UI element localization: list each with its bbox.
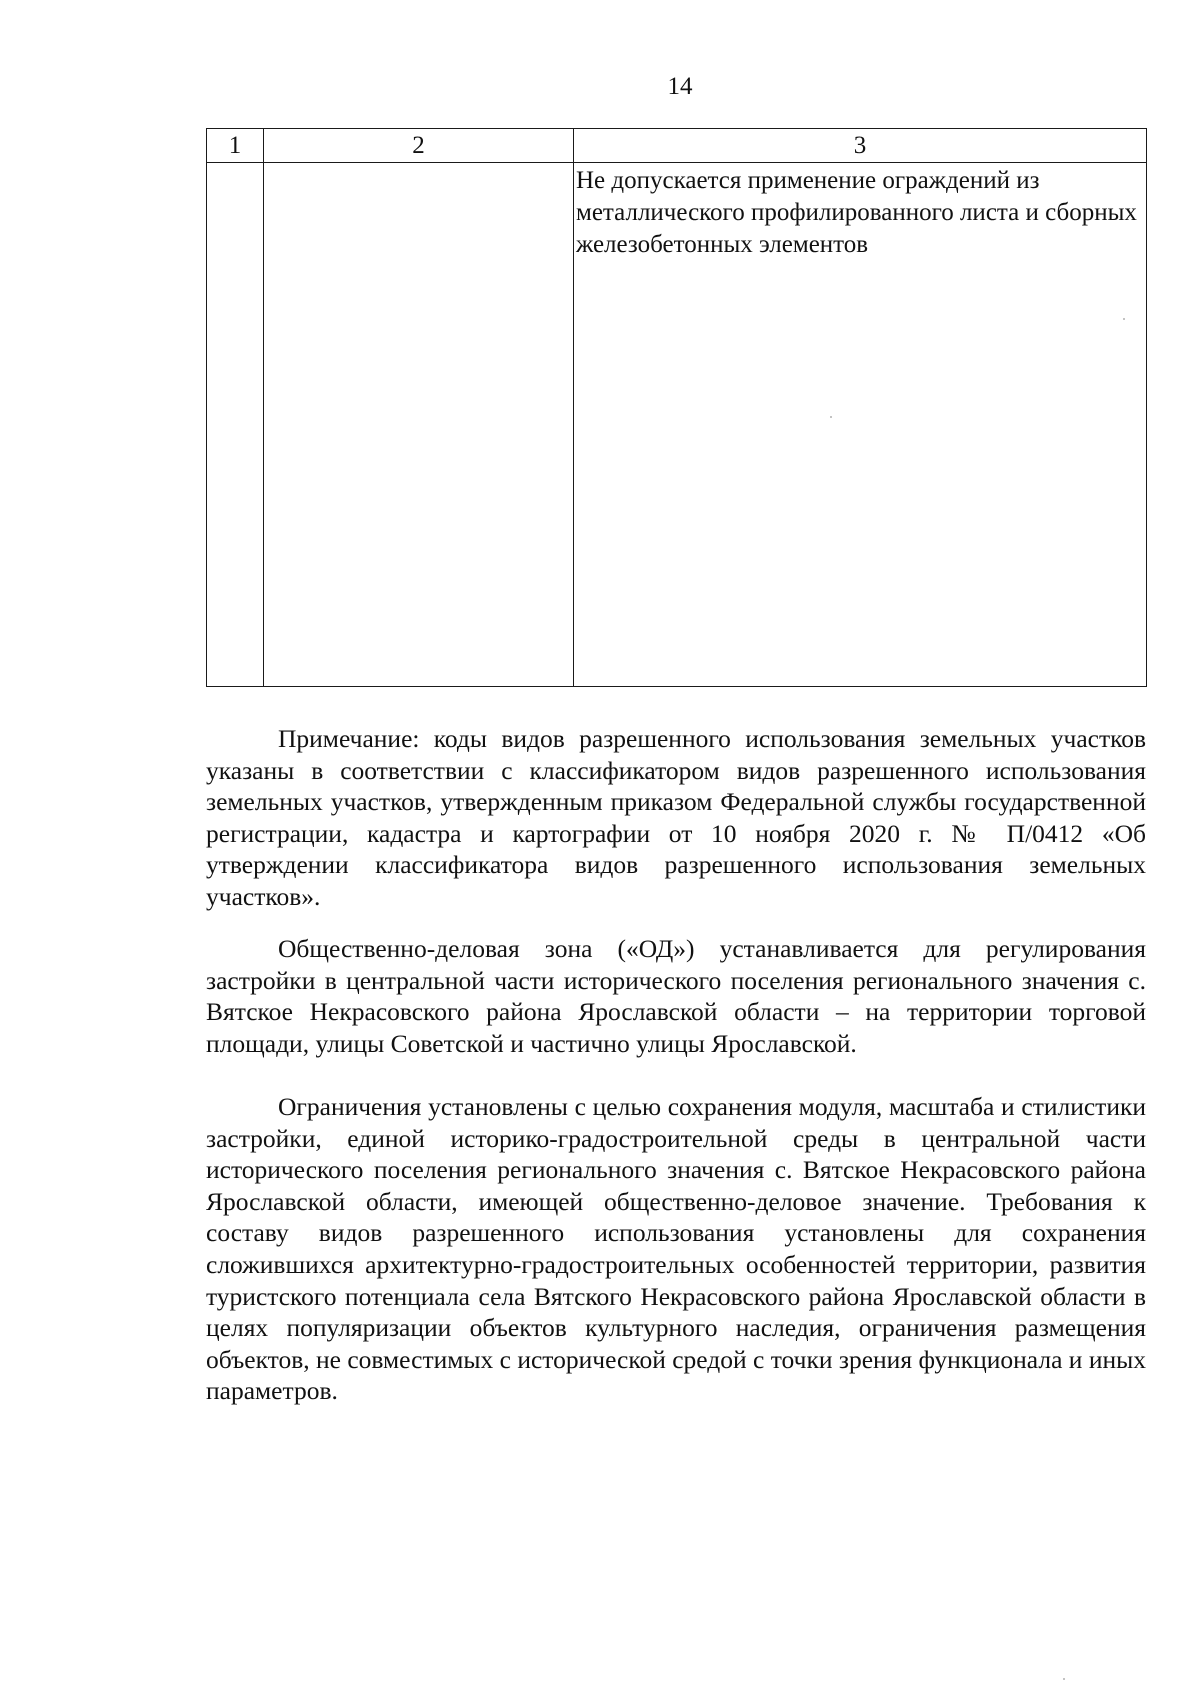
table-header-cell-3: 3 <box>574 129 1147 163</box>
regulation-table <box>206 128 1147 687</box>
scan-artifact-dot <box>830 416 832 418</box>
table-row <box>207 163 1147 687</box>
table-cell-col3 <box>574 163 1147 687</box>
table-header-row <box>207 129 1147 163</box>
table-cell-col2 <box>264 163 574 687</box>
table-cell-text <box>207 163 263 165</box>
note-paragraph: Примечание: коды видов разрешенного использования земельных участков указаны в соответствии с классификатором видов разрешенного использования земельных участков, утвержденным приказом Федеральной службы государственной регистрации, кадастра и картографии от 10 ноября 2020 г. № П/0412 «Об утверждении классификатора видов разрешенного использования земельных участков». <box>206 724 1146 911</box>
restrictions-paragraph: Ограничения установлены с целью сохранения модуля, масштаба и стилистики застройки, единой историко-градостроительной среды в центральной части исторического поселения регионального значения с. Вятское Некрасовского района Ярославской области, имеющей общественно-деловое значение. Требования к составу видов разрешенного использования установлены для сохранения сложившихся архитектурно-градостроительных особенностей территории, развития туристского потенциала села Вятского Некрасовского района Ярославской области в целях популяризации объектов культурного наследия, ограничения размещения объектов, не совместимых с исторической средой с точки зрения функционала и иных параметров. <box>206 1092 1146 1406</box>
page-number: 14 <box>667 73 693 100</box>
zone-description-paragraph: Общественно-деловая зона («ОД») устанавливается для регулирования застройки в центральной части исторического поселения регионального значения с. Вятское Некрасовского района Ярославской области – на территории торговой площади, улицы Советской и частично улицы Ярославской. <box>206 934 1146 1058</box>
table-cell-text: Не допускается применение ограждений из металлического профилированного листа и сборных железобетонных элементов <box>576 167 1137 258</box>
table-cell-text <box>264 163 573 165</box>
scan-artifact-dot <box>1123 318 1125 320</box>
scan-artifact-dot <box>1063 1678 1065 1680</box>
table-header-cell-1: 1 <box>207 129 264 163</box>
table-cell-col1 <box>207 163 264 687</box>
table-header-cell-2: 2 <box>264 129 574 163</box>
